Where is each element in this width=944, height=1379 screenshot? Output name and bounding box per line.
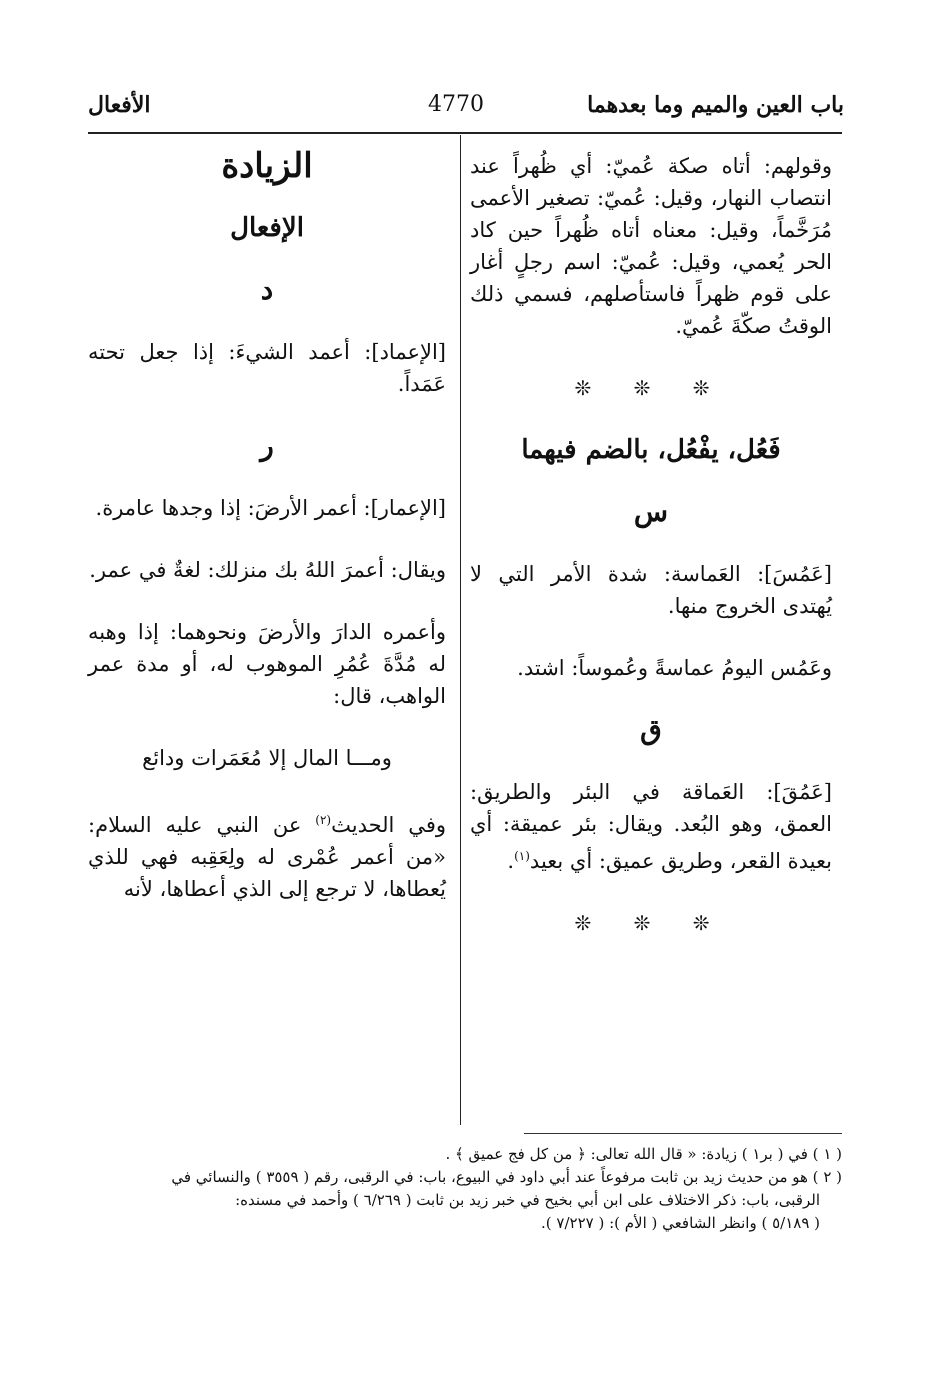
right-column (470, 150, 832, 969)
header-rule (88, 132, 842, 134)
letter-heading-r: ر (260, 429, 274, 462)
running-header (88, 92, 844, 132)
page-number: 4770 (428, 92, 484, 117)
poetry-verse: ومـــا المال إلا مُعَمَرات ودائع (142, 746, 392, 770)
footnote-marker: (٢) (315, 813, 332, 827)
footnotes (88, 1143, 842, 1235)
letter-heading-d: د (260, 273, 274, 306)
section-heading: فَعُل، يفْعُل، بالضم فيهما (521, 435, 781, 465)
paragraph: [الإعماد]: أعمد الشيءَ: إذا جعل تحته عَمَداً. (88, 340, 446, 396)
section-separator: ❊ ❊ ❊ (574, 911, 728, 935)
paragraph: وعَمُس اليومُ عماسةً وعُموساً: اشتد. (517, 656, 832, 680)
letter-heading-q: ق (640, 713, 662, 746)
paragraph: وقولهم: أتاه صكة عُميّ: أي ظُهراً عند انتصاب النهار، وقيل: عُميّ: تصغير الأعمى مُرَخَّماً، وقيل: معناه أتاه ظُهراً حين كاد الحر يُعمي، وقيل: عُميّ: اسم رجلٍ أغار على قوم ظهراً فاستأصلهم، فسمي ذلك الوقتُ صكّةَ عُميّ. (470, 154, 832, 338)
left-column (88, 146, 446, 935)
paragraph-text: [عَمُقَ]: العَماقة في البئر والطريق: العمق، وهو البُعد. ويقال: بئر عميقة: أي بعيدة القعر، وطريق عميق: أي بعيد (470, 780, 832, 873)
paragraph: [الإعمار]: أعمر الأرضَ: إذا وجدها عامرة. (95, 496, 446, 520)
paragraph: [عَمُسَ]: العَماسة: شدة الأمر التي لا يُهتدى الخروج منها. (470, 562, 832, 618)
main-title: الزيادة (221, 146, 313, 186)
column-divider (460, 135, 461, 1125)
paragraph (88, 804, 446, 905)
footnote: ( ٢ ) هو من حديث زيد بن ثابت مرفوعاً عند أبي داود في البيوع، باب: في الرقبى، رقم ( ٣٥٥٩ ) والنسائي في (171, 1168, 842, 1186)
subtitle: الإفعال (230, 213, 304, 243)
footnote-rule (524, 1133, 842, 1134)
section-title: الأفعال (88, 92, 151, 118)
footnote: ( ١ ) في ( بر١ ) زيادة: « قال الله تعالى: ﴿ من كل فج عميق ﴾ . (445, 1145, 842, 1163)
paragraph-text: عن النبي عليه السلام: «من أعمر عُمْرى له ولِعَقِبه فهي للذي يُعطاها، لا ترجع إلى الذي أعطاها، لأنه (88, 813, 446, 901)
paragraph-text: وفي الحديث (331, 813, 446, 837)
section-separator: ❊ ❊ ❊ (574, 376, 728, 400)
paragraph: ويقال: أعمرَ اللهُ بك منزلك: لغةٌ في عمر. (89, 558, 446, 582)
paragraph: [عَمُقَ]: العَماقة في البئر والطريق: العمق، وهو البُعد. ويقال: بئر عميقة: أي بعيدة القعر، وطريق عميق: أي بعيد$^{(١)}$. (470, 780, 832, 873)
paragraph: وأعمره الدارَ والأرضَ ونحوهما: إذا وهبه له مُدَّةَ عُمُرِ الموهوب له، أو مدة عمر الواهب، قال: (88, 620, 446, 708)
letter-heading-s: س (633, 495, 669, 528)
footnote-continuation: ( ٥/١٨٩ ) وانظر الشافعي ( الأم ): ( ٧/٢٢٧ ). (541, 1214, 820, 1232)
footnote-continuation: الرقبى، باب: ذكر الاختلاف على ابن أبي بخيح في خبر زيد بن ثابت ( ٦/٢٦٩ ) وأحمد في مسنده: (235, 1191, 820, 1209)
footnote-marker: (١) (514, 849, 530, 863)
chapter-title: باب العين والميم وما بعدهما (587, 92, 844, 118)
